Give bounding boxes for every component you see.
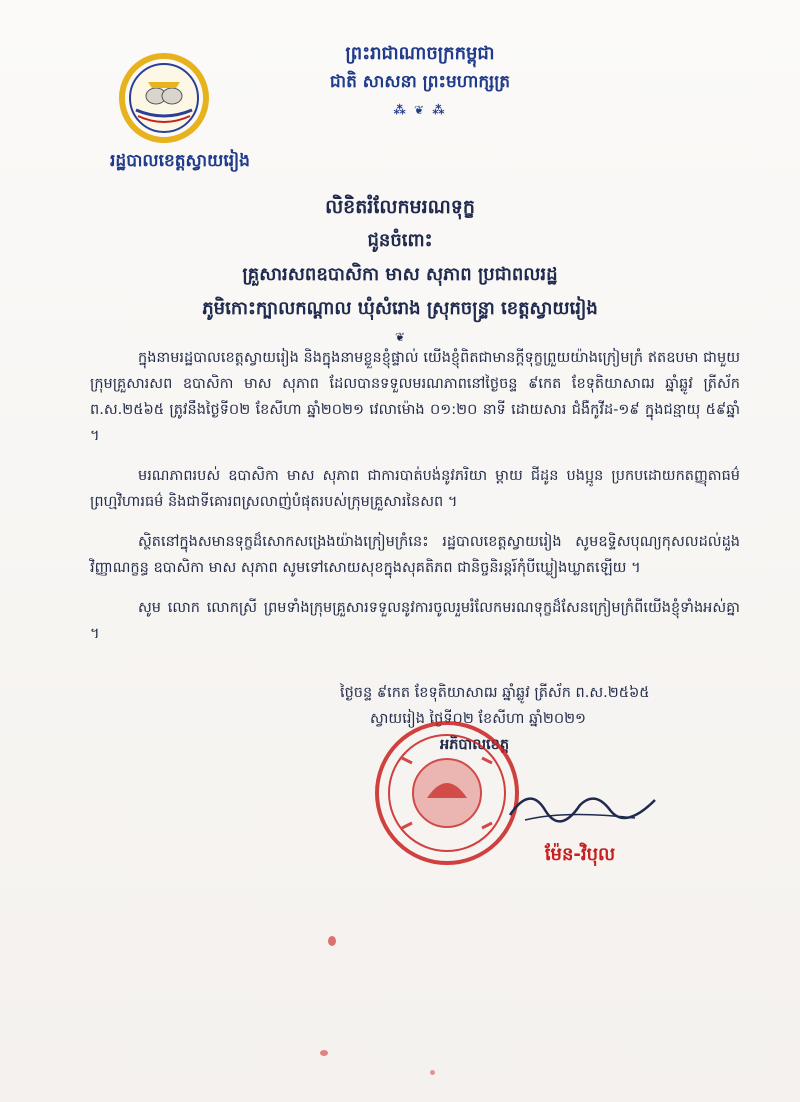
- body-paragraph-4: សូម លោក លោកស្រី ព្រមទាំងក្រុមគ្រួសារទទួលនូវការចូលរួមរំលែកមរណទុក្ខដ៏សែនក្រៀមក្រំពីយើងខ្ញុំទាំងអស់គ្នា ។: [90, 600, 740, 642]
- title-line-2: ជូនចំពោះ: [367, 230, 433, 251]
- ink-stain: [430, 1070, 435, 1075]
- provincial-emblem-icon: [118, 52, 210, 144]
- title-line-1: លិខិតរំលែកមរណទុក្ខ: [325, 196, 475, 218]
- letter-title: [150, 190, 650, 348]
- kingdom-line: ព្រះរាជាណាចក្រកម្ពុជា: [345, 43, 495, 64]
- signer-name: ម៉ែន-វិបុល: [544, 844, 616, 865]
- header-ornament: ⁂ ❦ ⁂: [393, 103, 447, 117]
- place-date: ស្វាយរៀង ថ្ងៃទី០២ ខែសីហា ឆ្នាំ២០២១: [370, 711, 587, 727]
- signer-position: អភិបាលខេត្ត: [440, 737, 510, 753]
- signature-icon: [505, 780, 665, 830]
- title-line-4: ភូមិកោះក្បាលកណ្តាល ឃុំសំរោង ស្រុកចន្ទ្រា ខេត្តស្វាយរៀង: [202, 298, 598, 319]
- body-paragraph-1: ក្នុងនាមរដ្ឋបាលខេត្តស្វាយរៀង និងក្នុងនាមខ្លួនខ្ញុំផ្ទាល់ យើងខ្ញុំពិតជាមានក្តីទុក្ខព្រួយយ៉ាងក្រៀមក្រំ ឥតឧបមា ជាមួយក្រុមគ្រួសារសព ឧបាសិកា មាស សុភាព ដែលបានទទួលមរណភាពនៅថ្ងៃចន្ទ ៩កេត ខែទុតិយាសាឍ ឆ្នាំឆ្លូវ ត្រីស័ក ព.ស.២៥៦៥ ត្រូវនឹងថ្ងៃទី០២ ខែសីហា ឆ្នាំ២០២១ វេលាម៉ោង ០១:២០ នាទី ដោយសារ ជំងឺកូវីដ-១៩ ក្នុងជន្មាយុ ៥៩ឆ្នាំ ។: [90, 350, 740, 444]
- motto-line: ជាតិ សាសនា ព្រះមហាក្សត្រ: [329, 72, 511, 92]
- ink-stain: [320, 1050, 328, 1056]
- ink-stain: [328, 936, 336, 946]
- title-line-3: គ្រួសារសពឧបាសិកា មាស សុភាព ប្រជាពលរដ្ឋ: [242, 264, 558, 285]
- title-ornament: ❦: [394, 330, 406, 344]
- letter-body: [90, 345, 740, 661]
- organization-name: រដ្ឋបាលខេត្តស្វាយរៀង: [110, 151, 250, 171]
- lunar-date: ថ្ងៃចន្ទ ៩កេត ខែទុតិយាសាឍ ឆ្នាំឆ្លូវ ត្រីស័ក ព.ស.២៥៦៥: [340, 685, 650, 701]
- body-paragraph-2: មរណភាពរបស់ ឧបាសិកា មាស សុភាព ជាការបាត់បង់នូវភរិយា ម្តាយ ជីដូន បងប្អូន ប្រកបដោយកតញ្ញុតាធម៌ ព្រហ្មវិហារធម៌ និងជាទីគោរពស្រលាញ់បំផុតរបស់ក្រុមគ្រួសារនៃសព ។: [90, 468, 740, 510]
- body-paragraph-3: ស្ថិតនៅក្នុងសមានទុក្ខដ៏សោកសង្រេងយ៉ាងក្រៀមក្រំនេះ រដ្ឋបាលខេត្តស្វាយរៀង សូមឧទ្ទិសបុណ្យកុសលដល់ដួងវិញ្ញាណក្ខន្ធ ឧបាសិកា មាស សុភាព សូមទៅសោយសុខក្នុងសុគតិភព ជានិច្ចនិរន្តរ៍កុំបីឃ្លៀងឃ្លាតឡើយ ។: [90, 534, 740, 576]
- letterhead: [270, 40, 570, 124]
